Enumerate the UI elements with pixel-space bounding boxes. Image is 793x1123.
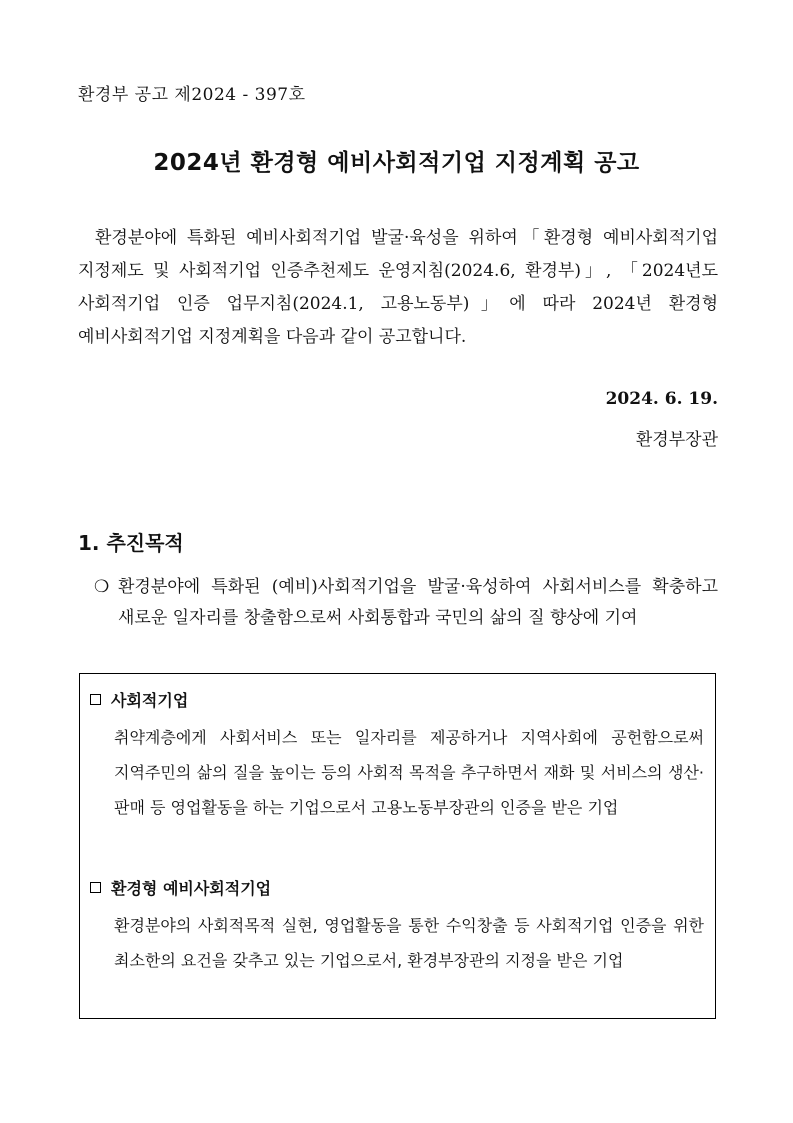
section-title-purpose: 1. 추진목적 [78, 531, 184, 555]
purpose-item [94, 572, 718, 634]
page-title: 2024년 환경형 예비사회적기업 지정계획 공고 [153, 150, 640, 176]
definition-text: 환경분야의 사회적목적 실현, 영업활동을 통한 수익창출 등 사회적기업 인증을 위한 최소한의 요건을 갖추고 있는 기업으로서, 환경부장관의 지정을 받은 기업 [114, 916, 704, 970]
square-bullet-icon [90, 882, 101, 893]
definition-term-label: 사회적기업 [111, 691, 189, 710]
circle-bullet-icon: ❍ [94, 577, 110, 597]
definition-term [90, 876, 271, 899]
definitions-box [79, 673, 716, 1019]
notice-number: 환경부 공고 제2024 - 397호 [78, 85, 306, 105]
signer: 환경부장관 [635, 430, 718, 450]
square-bullet-icon [90, 694, 101, 705]
intro-paragraph: 환경분야에 특화된 예비사회적기업 발굴·육성을 위하여「환경형 예비사회적기업 지정제도 및 사회적기업 인증추천제도 운영지침(2024.6, 환경부)」, 「2024년도 사회적기업 인증 업무지침(2024.1, 고용노동부)」에 따라 2024년 환경형 예비사회적기업 지정계획을 다음과 같이 공고합니다. [78, 228, 718, 347]
definition-term [90, 688, 188, 711]
definition-text: 취약계층에게 사회서비스 또는 일자리를 제공하거나 지역사회에 공헌함으로써 지역주민의 삶의 질을 높이는 등의 사회적 목적을 추구하면서 재화 및 서비스의 생산·판매 등 영업활동을 하는 기업으로서 고용노동부장관의 인증을 받은 기업 [114, 728, 704, 817]
notice-date: 2024. 6. 19. [605, 389, 718, 409]
purpose-text: 환경분야에 특화된 (예비)사회적기업을 발굴·육성하여 사회서비스를 확충하고 새로운 일자리를 창출함으로써 사회통합과 국민의 삶의 질 향상에 기여 [118, 577, 718, 628]
definition-term-label: 환경형 예비사회적기업 [111, 879, 272, 898]
